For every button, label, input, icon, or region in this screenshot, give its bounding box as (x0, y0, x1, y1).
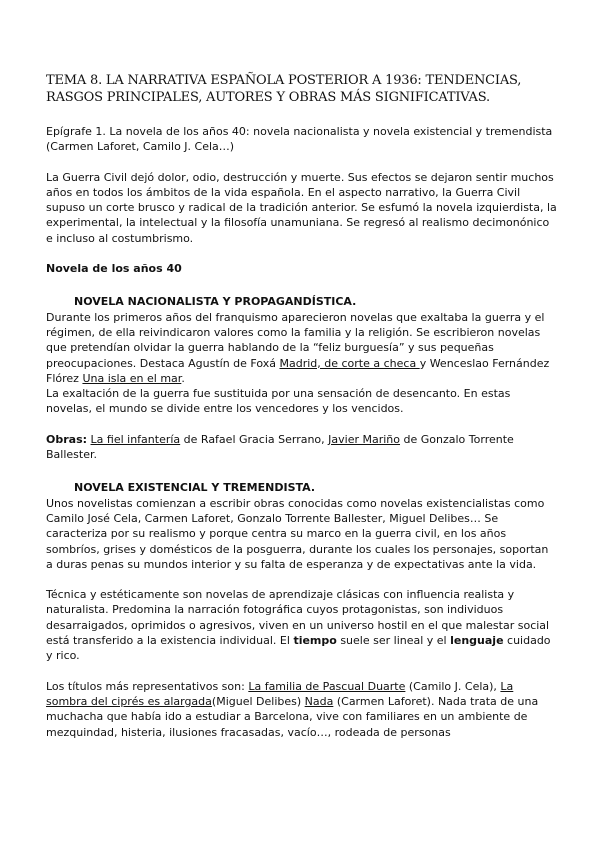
nacionalista-heading: NOVELA NACIONALISTA Y PROPAGANDÍSTICA. (74, 295, 357, 309)
titulos-text-d: (Carmen Laforet). Nada trata de una muchacha que había ido a estudiar a Barcelona, vive con familiares en un ambiente de mezquindad, histeria, ilusiones fracasadas, vacío…, rodeada de personas (46, 694, 539, 739)
nacionalista-text-a: Durante los primeros años del franquismo aparecieron novelas que exaltaba la guerra y el régimen, de ella reivindicaron valores como la familia y la religión. Se escribieron novelas que pretendían olvidar la guerra hablando de la “feliz burguesía” y sus pequeñas preocupaciones. Destaca Agustín de Foxá (46, 310, 545, 370)
bold-tiempo: tiempo (293, 634, 337, 648)
book-title-nada: Nada (304, 694, 334, 708)
nacionalista-paragraph-1 (46, 310, 558, 386)
existencial-paragraph-1: Unos novelistas comienzan a escribir obras conocidas como novelas existencialistas como Camilo José Cela, Carmen Laforet, Gonzalo Torrente Ballester, Miguel Delibes… Se caracteriza por su realismo y porque centra su marco en la guerra civil, en los años sombríos, grises y domésticos de la posguerra, durante los cuales los personajes, soportan a duras penas su mundos interior y su falta de esperanza y de expectativas ante la vida. (46, 496, 549, 571)
book-title-una-isla: Una isla en el mar (82, 371, 182, 385)
titulos-text-a: Los títulos más representativos son: (46, 679, 249, 693)
titulos-text-c: (Miguel Delibes) (211, 694, 305, 708)
book-title-madrid: Madrid, de corte a checa (279, 356, 420, 370)
obras-paragraph (46, 432, 558, 463)
book-title-javier-marino: Javier Mariño (328, 432, 401, 446)
epigrafe-heading: Epígrafe 1. La novela de los años 40: novela nacionalista y novela existencial y tremendista (Carmen Laforet, Camilo J. Cela…) (46, 125, 553, 154)
existencial-text-b: suele ser lineal y el (336, 634, 451, 648)
section-heading: Novela de los años 40 (46, 262, 182, 276)
document-title: TEMA 8. LA NARRATIVA ESPAÑOLA POSTERIOR A 1936: TENDENCIAS, RASGOS PRINCIPALES, AUTORES Y OBRAS MÁS SIGNIFICATIVAS. (46, 73, 522, 105)
obras-text-b: de Gonzalo Torrente Ballester. (46, 432, 514, 462)
nacionalista-text-c: . (181, 371, 185, 385)
book-title-fiel-infanteria: La fiel infantería (90, 432, 181, 446)
nacionalista-paragraph-2: La exaltación de la guerra fue sustituida por una sensación de desencanto. En estas novelas, el mundo se divide entre los vencedores y los vencidos. (46, 387, 511, 416)
existencial-text-a: Técnica y estéticamente son novelas de aprendizaje clásicas con influencia realista y naturalista. Predomina la narración fotográfica cuyos protagonistas, son individuos desarraigados, oprimidos o agresivos, viven en un universo hostil en el que malestar social está transferido a la existencia individual. El (46, 588, 550, 648)
existencial-text-c: cuidado y rico. (46, 634, 551, 663)
book-title-sombra-cipres: La sombra del ciprés es alargada (46, 679, 514, 708)
titulos-text-b: (Camilo J. Cela), (405, 679, 501, 693)
intro-paragraph: La Guerra Civil dejó dolor, odio, destrucción y muerte. Sus efectos se dejaron sentir muchos años en todos los ámbitos de la vida española. En el aspecto narrativo, la Guerra Civil supuso un corte brusco y radical de la tradición anterior. Se esfumó la novela izquierdista, la experimental, la intelectual y la filosofía unamuniana. Se regresó al realismo decimonónico e incluso al costumbrismo. (46, 170, 557, 245)
existencial-paragraph-3 (46, 679, 558, 740)
existencial-paragraph-2 (46, 587, 558, 663)
book-title-pascual-duarte: La familia de Pascual Duarte (248, 679, 406, 693)
obras-label: Obras: (46, 432, 88, 446)
existencial-heading: NOVELA EXISTENCIAL Y TREMENDISTA. (74, 481, 316, 495)
obras-text-a: de Rafael Gracia Serrano, (180, 432, 329, 446)
document-page (46, 72, 558, 740)
nacionalista-text-b: y Wenceslao Fernández Flórez (46, 356, 550, 385)
bold-lenguaje: lenguaje (450, 634, 504, 648)
